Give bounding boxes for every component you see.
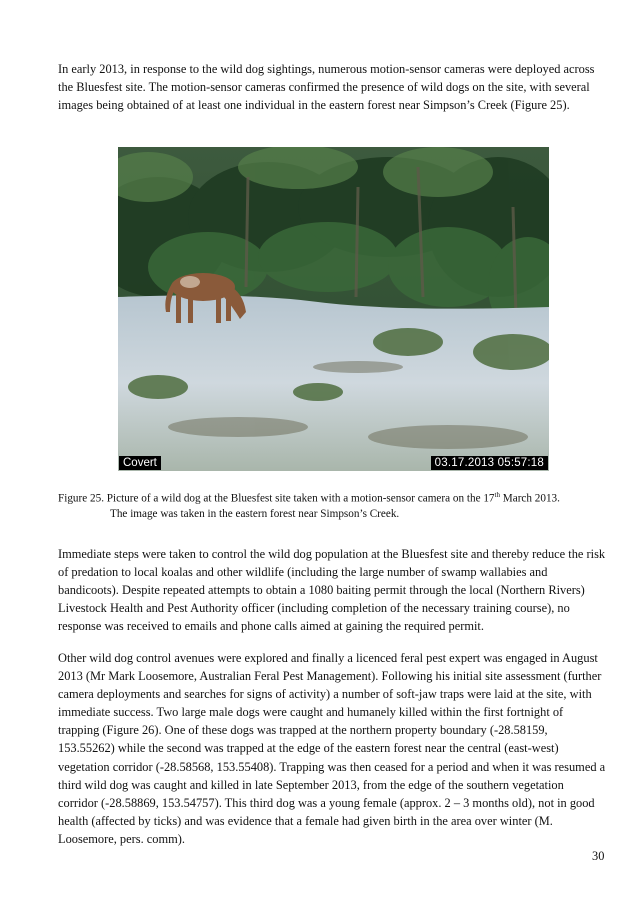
caption-line-2: The image was taken in the eastern forest near Simpson’s Creek. bbox=[110, 508, 400, 521]
figure-caption bbox=[58, 488, 608, 523]
paragraph-control-steps: Immediate steps were taken to control the wild dog population at the Bluesfest site and thereby reduce the risk of predation to local koalas and other wildlife (including the large number of swamp wallabies and bandicoots). Despite repeated attempts to obtain a 1080 baiting permit through the local (Northern Rivers) Livestock Health and Pest Authority officer (including completion of the necessary training course), no response was received to emails and phone calls aimed at gaining the required permit. bbox=[58, 547, 606, 634]
page-number: 30 bbox=[592, 849, 605, 863]
wild-dog-image bbox=[118, 147, 549, 471]
caption-superscript: th bbox=[494, 491, 500, 499]
camera-label: Covert bbox=[119, 456, 161, 470]
caption-text-1: Figure 25. Picture of a wild dog at the Bluesfest site taken with a motion-sensor camera on the 17 bbox=[58, 492, 495, 505]
camera-timestamp: 03.17.2013 05:57:18 bbox=[431, 456, 548, 470]
paragraph-trapping: Other wild dog control avenues were explored and finally a licenced feral pest expert was engaged in August 2013 (Mr Mark Loosemore, Australian Feral Pest Management). Following his initial site assessment (further camera deployments and searches for signs of activity) a number of soft-jaw traps were laid at the site, with immediate success. Two large male dogs were caught and humanely killed within the first fortnight of trapping (Figure 26). One of these dogs was trapped at the northern property boundary (-28.58159, 153.55262) while the second was trapped at the edge of the eastern forest near the central (east-west) vegetation corridor (-28.58568, 153.55408). Trapping was then ceased for a period and when it was resumed a third wild dog was caught and killed in late September 2013, from the edge of the southern vegetation corridor (-28.58869, 153.54757). This third dog was a young female (approx. 2 – 3 months old), not in good health (affected by ticks) and was evidence that a female had given birth in the area over winter (M. Loosemore, pers. comm). bbox=[58, 651, 606, 846]
paragraph-intro: In early 2013, in response to the wild dog sightings, numerous motion-sensor cameras were deployed across the Bluesfest site. The motion-sensor cameras confirmed the presence of wild dogs on the site, with several images being obtained of at least one individual in the eastern forest near Simpson’s Creek (Figure 25). bbox=[58, 62, 595, 113]
caption-text-2: March 2013. bbox=[499, 492, 560, 505]
camera-trap-photo bbox=[118, 147, 549, 471]
